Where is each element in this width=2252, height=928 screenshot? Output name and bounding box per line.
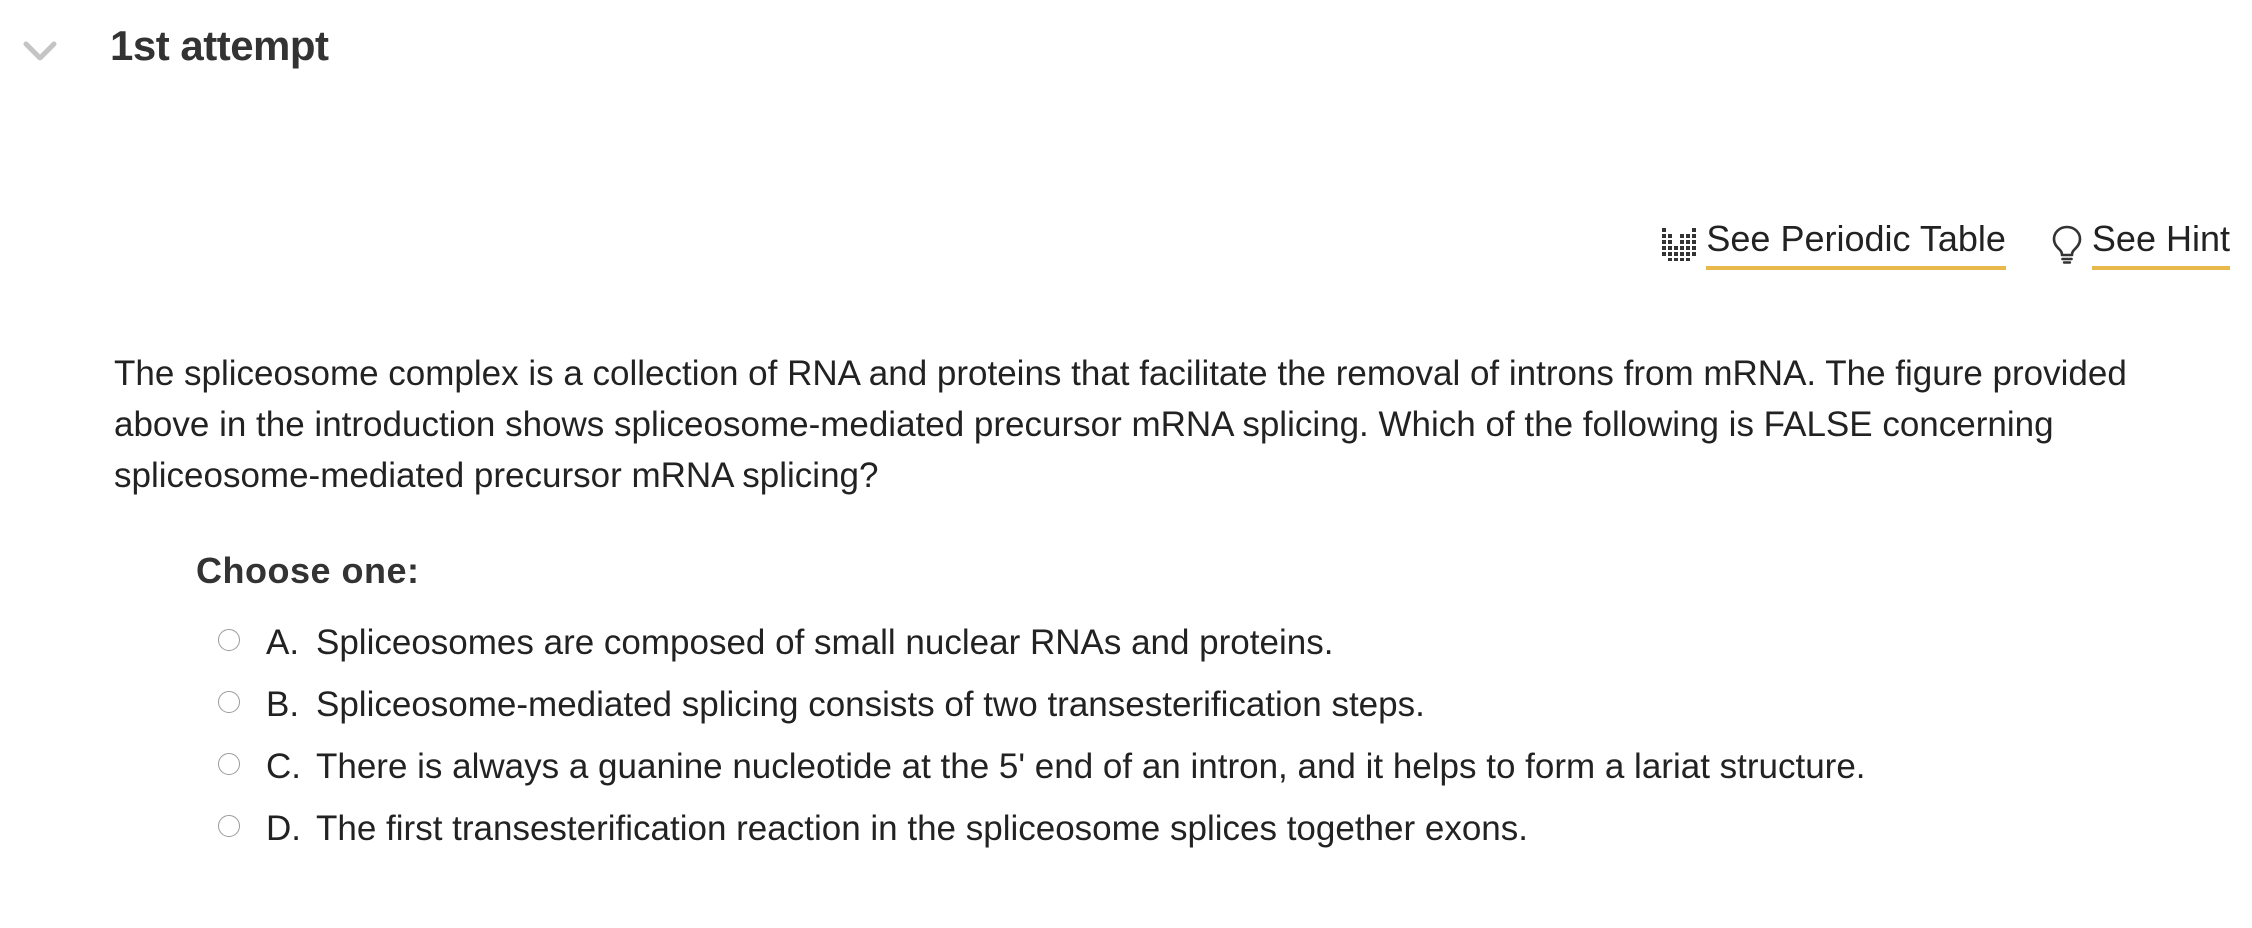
option-text: There is always a guanine nucleotide at the 5' end of an intron, and it helps to form a lariat structure. — [316, 747, 1866, 786]
option-text: The first transesterification reaction in the spliceosome splices together exons. — [316, 809, 1528, 848]
option-d[interactable] — [218, 798, 1866, 860]
option-a[interactable] — [218, 612, 1866, 674]
see-periodic-table-label: See Periodic Table — [1706, 218, 2006, 270]
lightbulb-icon — [2050, 224, 2084, 264]
see-hint-link[interactable] — [2050, 218, 2230, 270]
option-b[interactable] — [218, 674, 1866, 736]
question-tools — [1660, 218, 2230, 270]
see-periodic-table-link[interactable] — [1660, 218, 2006, 270]
radio-button[interactable] — [218, 691, 240, 713]
option-text: Spliceosomes are composed of small nuclear RNAs and proteins. — [316, 623, 1334, 662]
chevron-down-icon[interactable] — [22, 36, 58, 66]
see-hint-label: See Hint — [2092, 218, 2230, 270]
option-letter: D. — [266, 809, 301, 848]
answer-options — [218, 612, 1866, 860]
option-letter: C. — [266, 747, 301, 786]
option-letter: A. — [266, 623, 300, 662]
radio-button[interactable] — [218, 629, 240, 651]
periodic-table-icon — [1660, 226, 1698, 262]
choose-one-label: Choose one: — [196, 550, 420, 591]
radio-button[interactable] — [218, 753, 240, 775]
radio-button[interactable] — [218, 815, 240, 837]
attempt-title: 1st attempt — [110, 22, 329, 69]
option-letter: B. — [266, 685, 300, 724]
question-text: The spliceosome complex is a collection of RNA and proteins that facilitate the removal of introns from mRNA. The figure provided above in the introduction shows spliceosome-mediated precursor mRNA splicing. Which of the following is FALSE concerning spliceosome-mediated precursor mRNA splicing? — [114, 354, 2127, 495]
option-c[interactable] — [218, 736, 1866, 798]
option-text: Spliceosome-mediated splicing consists of two transesterification steps. — [316, 685, 1425, 724]
